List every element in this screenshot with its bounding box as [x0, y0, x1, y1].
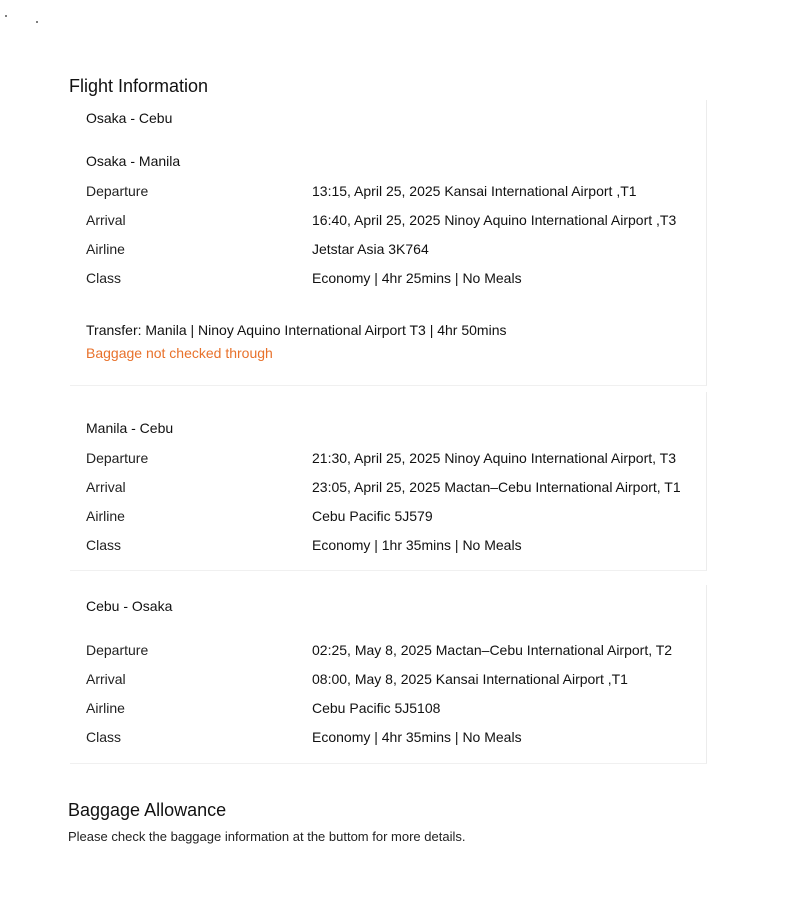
segment3-arrival-value: 08:00, May 8, 2025 Kansai International Airport ,T1: [312, 671, 628, 687]
itinerary-route: Osaka - Cebu: [86, 110, 173, 126]
segment2-airline-label: Airline: [86, 508, 125, 524]
segment3-class-value: Economy | 4hr 35mins | No Meals: [312, 729, 522, 745]
segment1-route: Osaka - Manila: [86, 153, 181, 169]
segment3-airline-value: Cebu Pacific 5J5108: [312, 700, 441, 716]
segment3-arrival-label: Arrival: [86, 671, 126, 687]
segment3-class-label: Class: [86, 729, 122, 745]
flight-information-title: Flight Information: [69, 76, 209, 96]
segment2-arrival-value: 23:05, April 25, 2025 Mactan–Cebu International Airport, T1: [312, 479, 681, 495]
scan-speck: [36, 21, 38, 23]
segment2-arrival-label: Arrival: [86, 479, 126, 495]
segment1-departure-value: 13:15, April 25, 2025 Kansai International Airport ,T1: [312, 183, 637, 199]
segment1-class-label: Class: [86, 270, 122, 286]
segment1-arrival-value: 16:40, April 25, 2025 Ninoy Aquino International Airport ,T3: [312, 212, 677, 228]
segment1-class-value: Economy | 4hr 25mins | No Meals: [312, 270, 522, 286]
segment2-airline-value: Cebu Pacific 5J579: [312, 508, 433, 524]
baggage-allowance-title: Baggage Allowance: [68, 800, 227, 820]
segment3-route: Cebu - Osaka: [86, 598, 173, 614]
segment1-departure-label: Departure: [86, 183, 149, 199]
segment1-airline-value: Jetstar Asia 3K764: [312, 241, 429, 257]
segment2-class-value: Economy | 1hr 35mins | No Meals: [312, 537, 522, 553]
segment2-class-label: Class: [86, 537, 122, 553]
segment3-departure-label: Departure: [86, 642, 149, 658]
transfer-info: Transfer: Manila | Ninoy Aquino International Airport T3 | 4hr 50mins: [86, 322, 507, 338]
scan-speck: [5, 15, 7, 17]
segment2-departure-value: 21:30, April 25, 2025 Ninoy Aquino International Airport, T3: [312, 450, 676, 466]
segment2-departure-label: Departure: [86, 450, 149, 466]
segment1-airline-label: Airline: [86, 241, 125, 257]
segment1-arrival-label: Arrival: [86, 212, 126, 228]
segment3-airline-label: Airline: [86, 700, 125, 716]
segment3-departure-value: 02:25, May 8, 2025 Mactan–Cebu International Airport, T2: [312, 642, 673, 658]
segment2-route: Manila - Cebu: [86, 420, 174, 436]
baggage-allowance-note: Please check the baggage information at the buttom for more details.: [68, 829, 466, 844]
baggage-warning: Baggage not checked through: [86, 345, 273, 361]
